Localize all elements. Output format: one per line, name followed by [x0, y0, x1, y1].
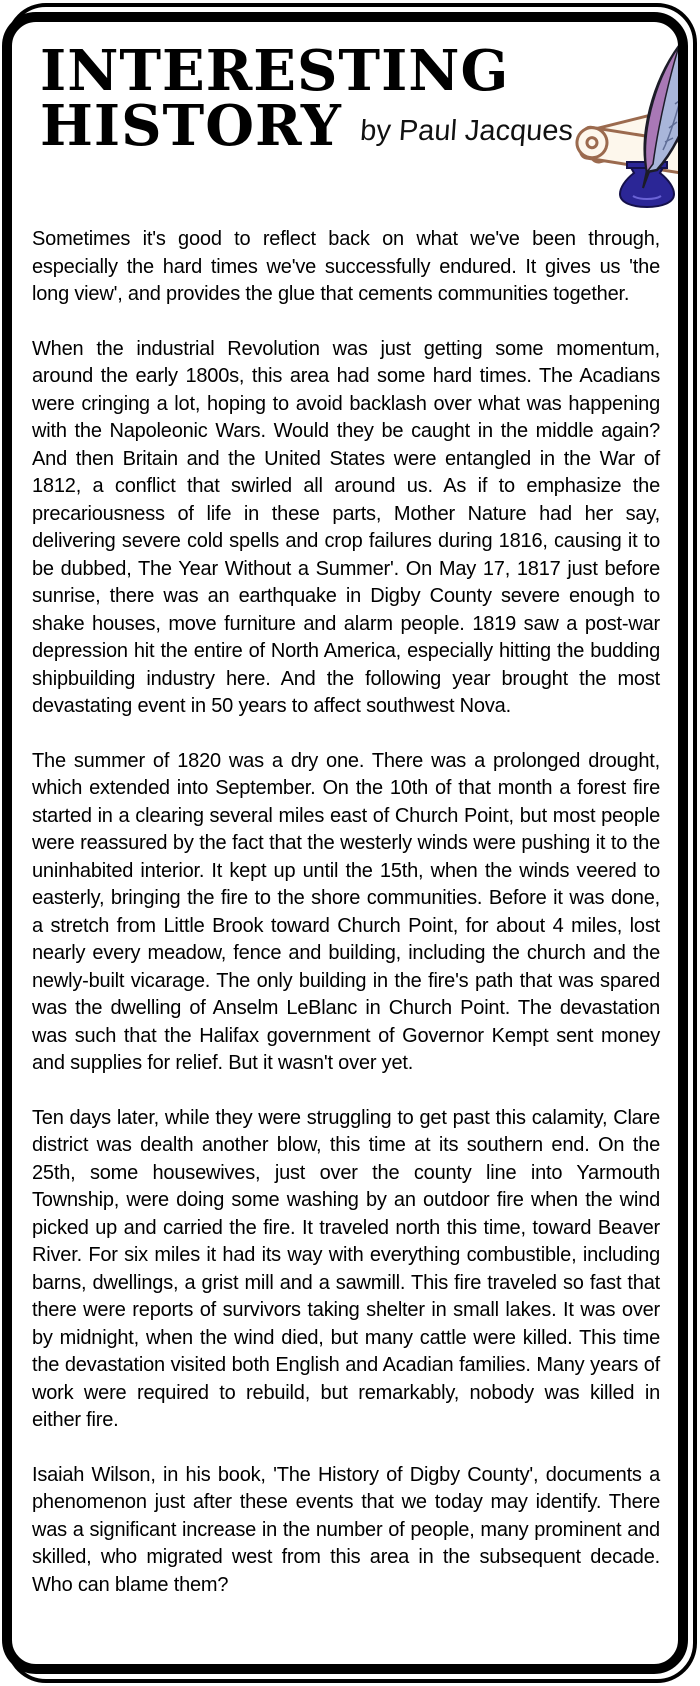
quill-ink-scrolls-icon [573, 38, 688, 210]
page-title-line2: HISTORY [40, 92, 342, 159]
quill-illustration-svg [573, 38, 688, 210]
paragraph-3: The summer of 1820 was a dry one. There was a prolonged drought, which extended into September. On the 10th of that month a forest fire started in a clearing several miles east of Church Point, but most people were reassured by the fact that the westerly winds were pushing it to the uninhabited interior. It kept up until the 15th, when the winds veered to easterly, bringing the fire to the shore communities. Before it was done, a stretch from Little Brook toward Church Point, for about 4 miles, lost nearly every meadow, fence and building, including the church and the newly-built vicarage. The only building in the fire's path that was spared was the dwelling of Anselm LeBlanc in Church Point. The devastation was such that the Halifax government of Governor Kempt sent money and supplies for relief. But it wasn't over yet. [32, 749, 660, 1074]
page-title-line1: INTERESTING [40, 38, 510, 104]
article-header [28, 36, 664, 208]
byline: by Paul Jacques [358, 114, 574, 147]
paragraph-1: Sometimes it's good to reflect back on what we've been through, especially the hard times we've successfully endured. It gives us 'the long view', and provides the glue that cements communities together. [32, 228, 660, 305]
title-row [40, 92, 574, 159]
paragraph-2: When the industrial Revolution was just getting some momentum, around the early 1800s, this area had some hard times. The Acadians were cringing a lot, hoping to avoid backlash over what was happening with the Napoleonic Wars. Would they be caught in the middle again? And then Britain and the United States were entangled in the War of 1812, a conflict that swirled all around us. As if to emphasize the precariousness of life in these parts, Mother Nature had her say, delivering severe cold spells and crop failures during 1816, causing it to be dubbed, The Year Without a Summer'. On May 17, 1817 just before sunrise, there was an earthquake in Digby County severe enough to shake houses, move furniture and alarm people. 1819 saw a post-war depression hit the entire of North America, especially hitting the budding shipbuilding industry here. And the following year brought the most devastating event in 50 years to affect southwest Nova. [32, 337, 660, 717]
paragraph-5: Isaiah Wilson, in his book, 'The History of Digby County', documents a phenomenon just after these events that we today may identify. There was a significant increase in the number of people, many prominent and skilled, who migrated west from this area in the subsequent decade. Who can blame them? [32, 1463, 660, 1596]
article-body [28, 218, 664, 1599]
paragraph-4: Ten days later, while they were struggling to get past this calamity, Clare district was dealth another blow, this time at its southern end. On the 25th, some housewives, just over the county line into Yarmouth Township, were doing some washing by an outdoor fire when the wind picked up and carried the fire. It traveled north this time, toward Beaver River. For six miles it had its way with everything combustible, including barns, dwellings, a grist mill and a sawmill. This fire traveled so fast that there were reports of survivors taking shelter in small lakes. It was over by midnight, when the wind died, but many cattle were killed. This time the devastation visited both English and Acadian families. Many years of work were required to rebuild, but remarkably, nobody was killed in either fire. [32, 1106, 660, 1431]
article-frame [2, 12, 688, 1674]
title-block [28, 36, 574, 159]
